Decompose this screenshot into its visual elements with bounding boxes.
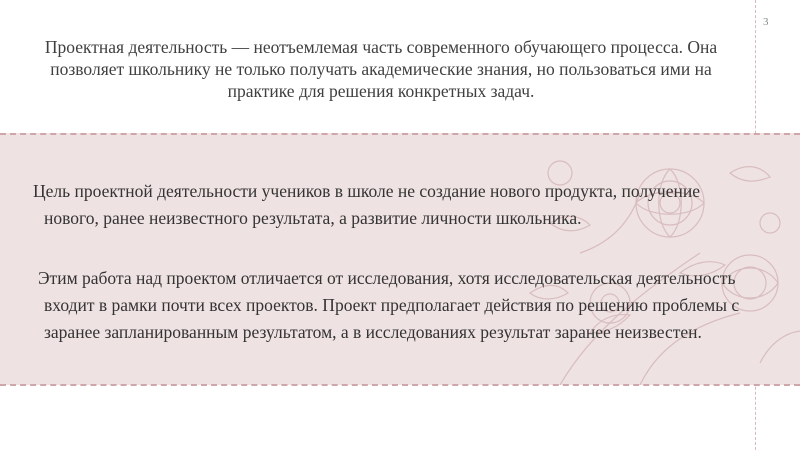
intro-text: Проектная деятельность — неотъемлемая часть современного обучающего процесса. Она позволяет школьнику не только получать академические знания, но пользоваться ими на практике для решения конкретных задач. (44, 37, 718, 101)
band-bottom-dashed-border (0, 384, 800, 386)
paragraph-difference-text: Этим работа над проектом отличается от исследования, хотя исследовательская деятельность входит в рамки почти всех проектов. Проект предполагает действия по решению проблемы с заранее запланированным результатом, а в исследованиях результат заранее неизвестен. (38, 268, 740, 342)
page-number: 3 (763, 16, 769, 28)
band-top-dashed-border (0, 133, 800, 135)
paragraph-goal (0, 178, 740, 232)
content-band (0, 133, 800, 385)
paragraph-difference (0, 265, 740, 346)
paragraph-goal-text: Цель проектной деятельности учеников в школе не создание нового продукта, получение нового, ранее неизвестного результата, а развитие личности школьника. (33, 181, 700, 228)
floral-decoration-image (440, 133, 800, 385)
